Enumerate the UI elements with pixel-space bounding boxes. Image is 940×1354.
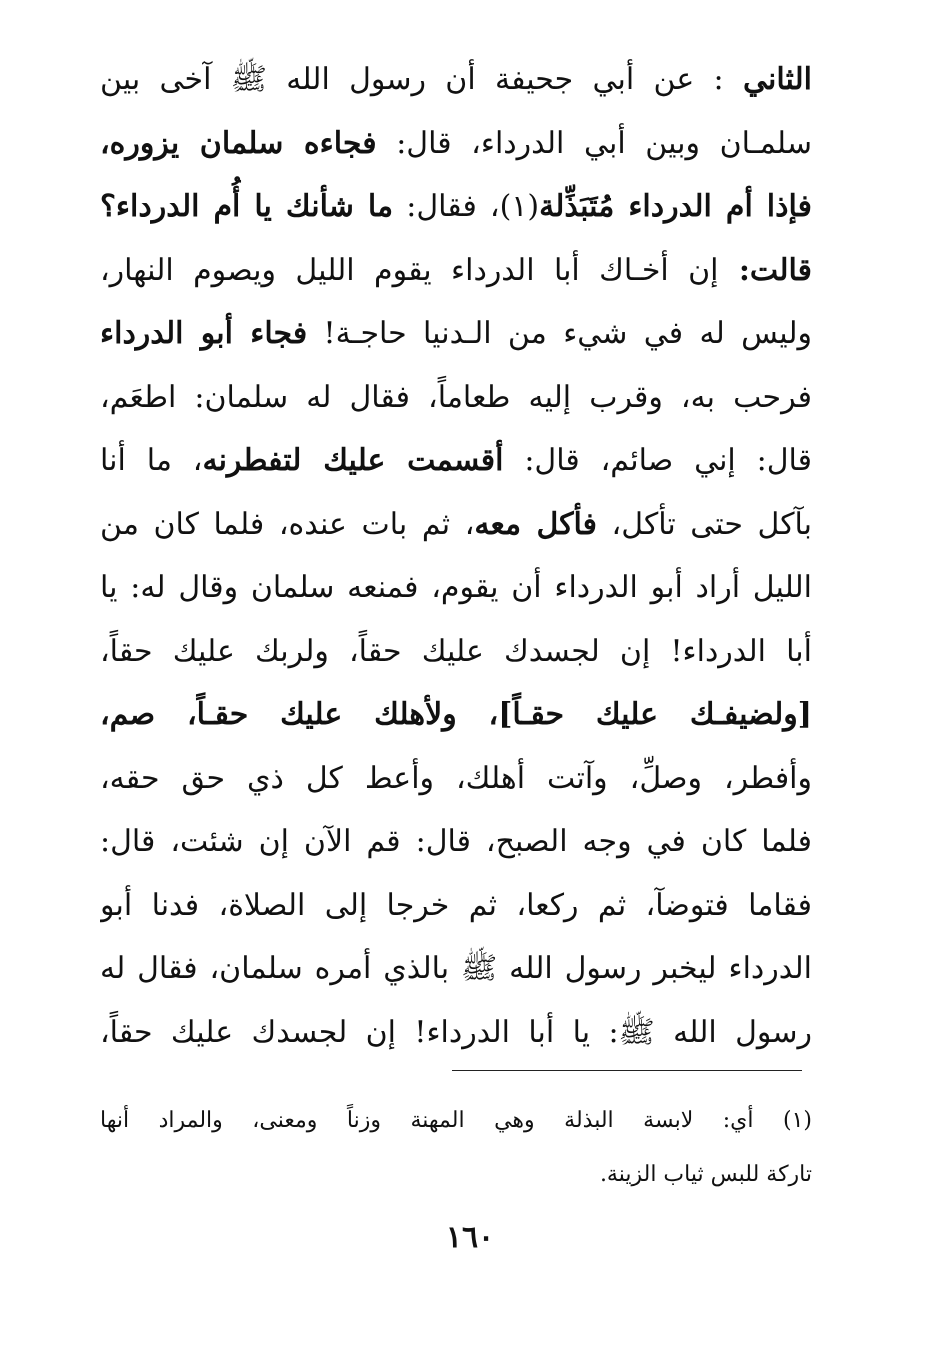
footnote-line: تاركة للبس ثياب الزينة. (599, 1162, 812, 1187)
text-line (100, 429, 812, 493)
text-line (100, 239, 812, 303)
text-line (100, 810, 812, 874)
text-segment: بآكل حتى تأكل، (596, 506, 812, 542)
bold-text-segment: ما شأنك يا أُم الدرداء؟ (100, 189, 394, 224)
text-segment: سلمـان وبين أبي الدرداء، قال: (376, 125, 812, 161)
bold-text-segment: فإذا أم الدرداء مُتَبَذِّلة (539, 189, 812, 224)
bold-text-segment: الثاني (742, 62, 812, 97)
text-segment: فرحب به، وقرب إليه طعاماً، فقال له سلمان: اطعَم، (100, 379, 812, 415)
text-segment: وأفطر، وصلِّ، وآتت أهلك، وأعط كل ذي حق حقه، (100, 760, 812, 796)
footnotes (100, 1094, 812, 1202)
text-segment: ، ثم بات عنده، فلما كان من (100, 506, 475, 542)
text-line (100, 366, 812, 430)
text-line (100, 683, 812, 747)
page-number: ١٦٠ (445, 1220, 495, 1255)
footnote-separator (452, 1070, 802, 1071)
text-line (100, 175, 812, 239)
text-segment: الدرداء ليخبر رسول الله ﷺ بالذي أمره سلمان، فقال له (100, 951, 812, 986)
text-line (100, 556, 812, 620)
text-line (100, 747, 812, 811)
bold-text-segment: فجاء أبو الدرداء (100, 316, 308, 351)
bold-text-segment: أقسمت عليك لتفطرنه (202, 443, 504, 478)
text-line (100, 1001, 812, 1065)
text-segment: قال: إني صائم، قال: (503, 443, 812, 478)
text-line (100, 493, 812, 557)
text-segment: رسول الله ﷺ: يا أبا الدرداء! إن لجسدك عليك حقاً، (100, 1014, 812, 1050)
text-segment: فقاما فتوضآ، ثم ركعا، ثم خرجا إلى الصلاة، فدنا أبو (100, 887, 812, 923)
text-line (100, 302, 812, 366)
text-segment: أبا الدرداء! إن لجسدك عليك حقاً، ولربك عليك حقاً، (100, 633, 812, 669)
text-segment: ، ما أنا (100, 443, 203, 478)
footnote-line: (١) أي: لابسة البذلة وهي المهنة وزناً ومعنى، والمراد أنها (100, 1108, 812, 1133)
text-line (100, 874, 812, 938)
bold-text-segment: قالت: (718, 252, 812, 288)
bold-text-segment: [ولضيفـك عليك حقـاً]، ولأهلك عليك حقـاً، صم، (100, 697, 812, 732)
text-line (100, 937, 812, 1001)
text-line (100, 620, 812, 684)
bold-text-segment: فجاءه سلمان يزوره، (100, 125, 377, 161)
main-text (100, 48, 812, 1064)
bold-text-segment: فأكل معه (474, 506, 597, 542)
text-segment: (١)، فقال: (393, 189, 540, 224)
text-line (100, 112, 812, 176)
text-segment: : عن أبي جحيفة أن رسول الله ﷺ آخى بين (100, 62, 743, 97)
text-segment: وليس له في شيء من الـدنيا حاجـة! (307, 316, 812, 351)
text-segment: الليل أراد أبو الدرداء أن يقوم، فمنعه سلمان وقال له: يا (100, 570, 812, 605)
text-segment: إن أخـاك أبا الدرداء يقوم الليل ويصوم النهار، (100, 252, 719, 288)
text-line (100, 48, 812, 112)
text-segment: فلما كان في وجه الصبح، قال: قم الآن إن شئت، قال: (100, 824, 812, 859)
